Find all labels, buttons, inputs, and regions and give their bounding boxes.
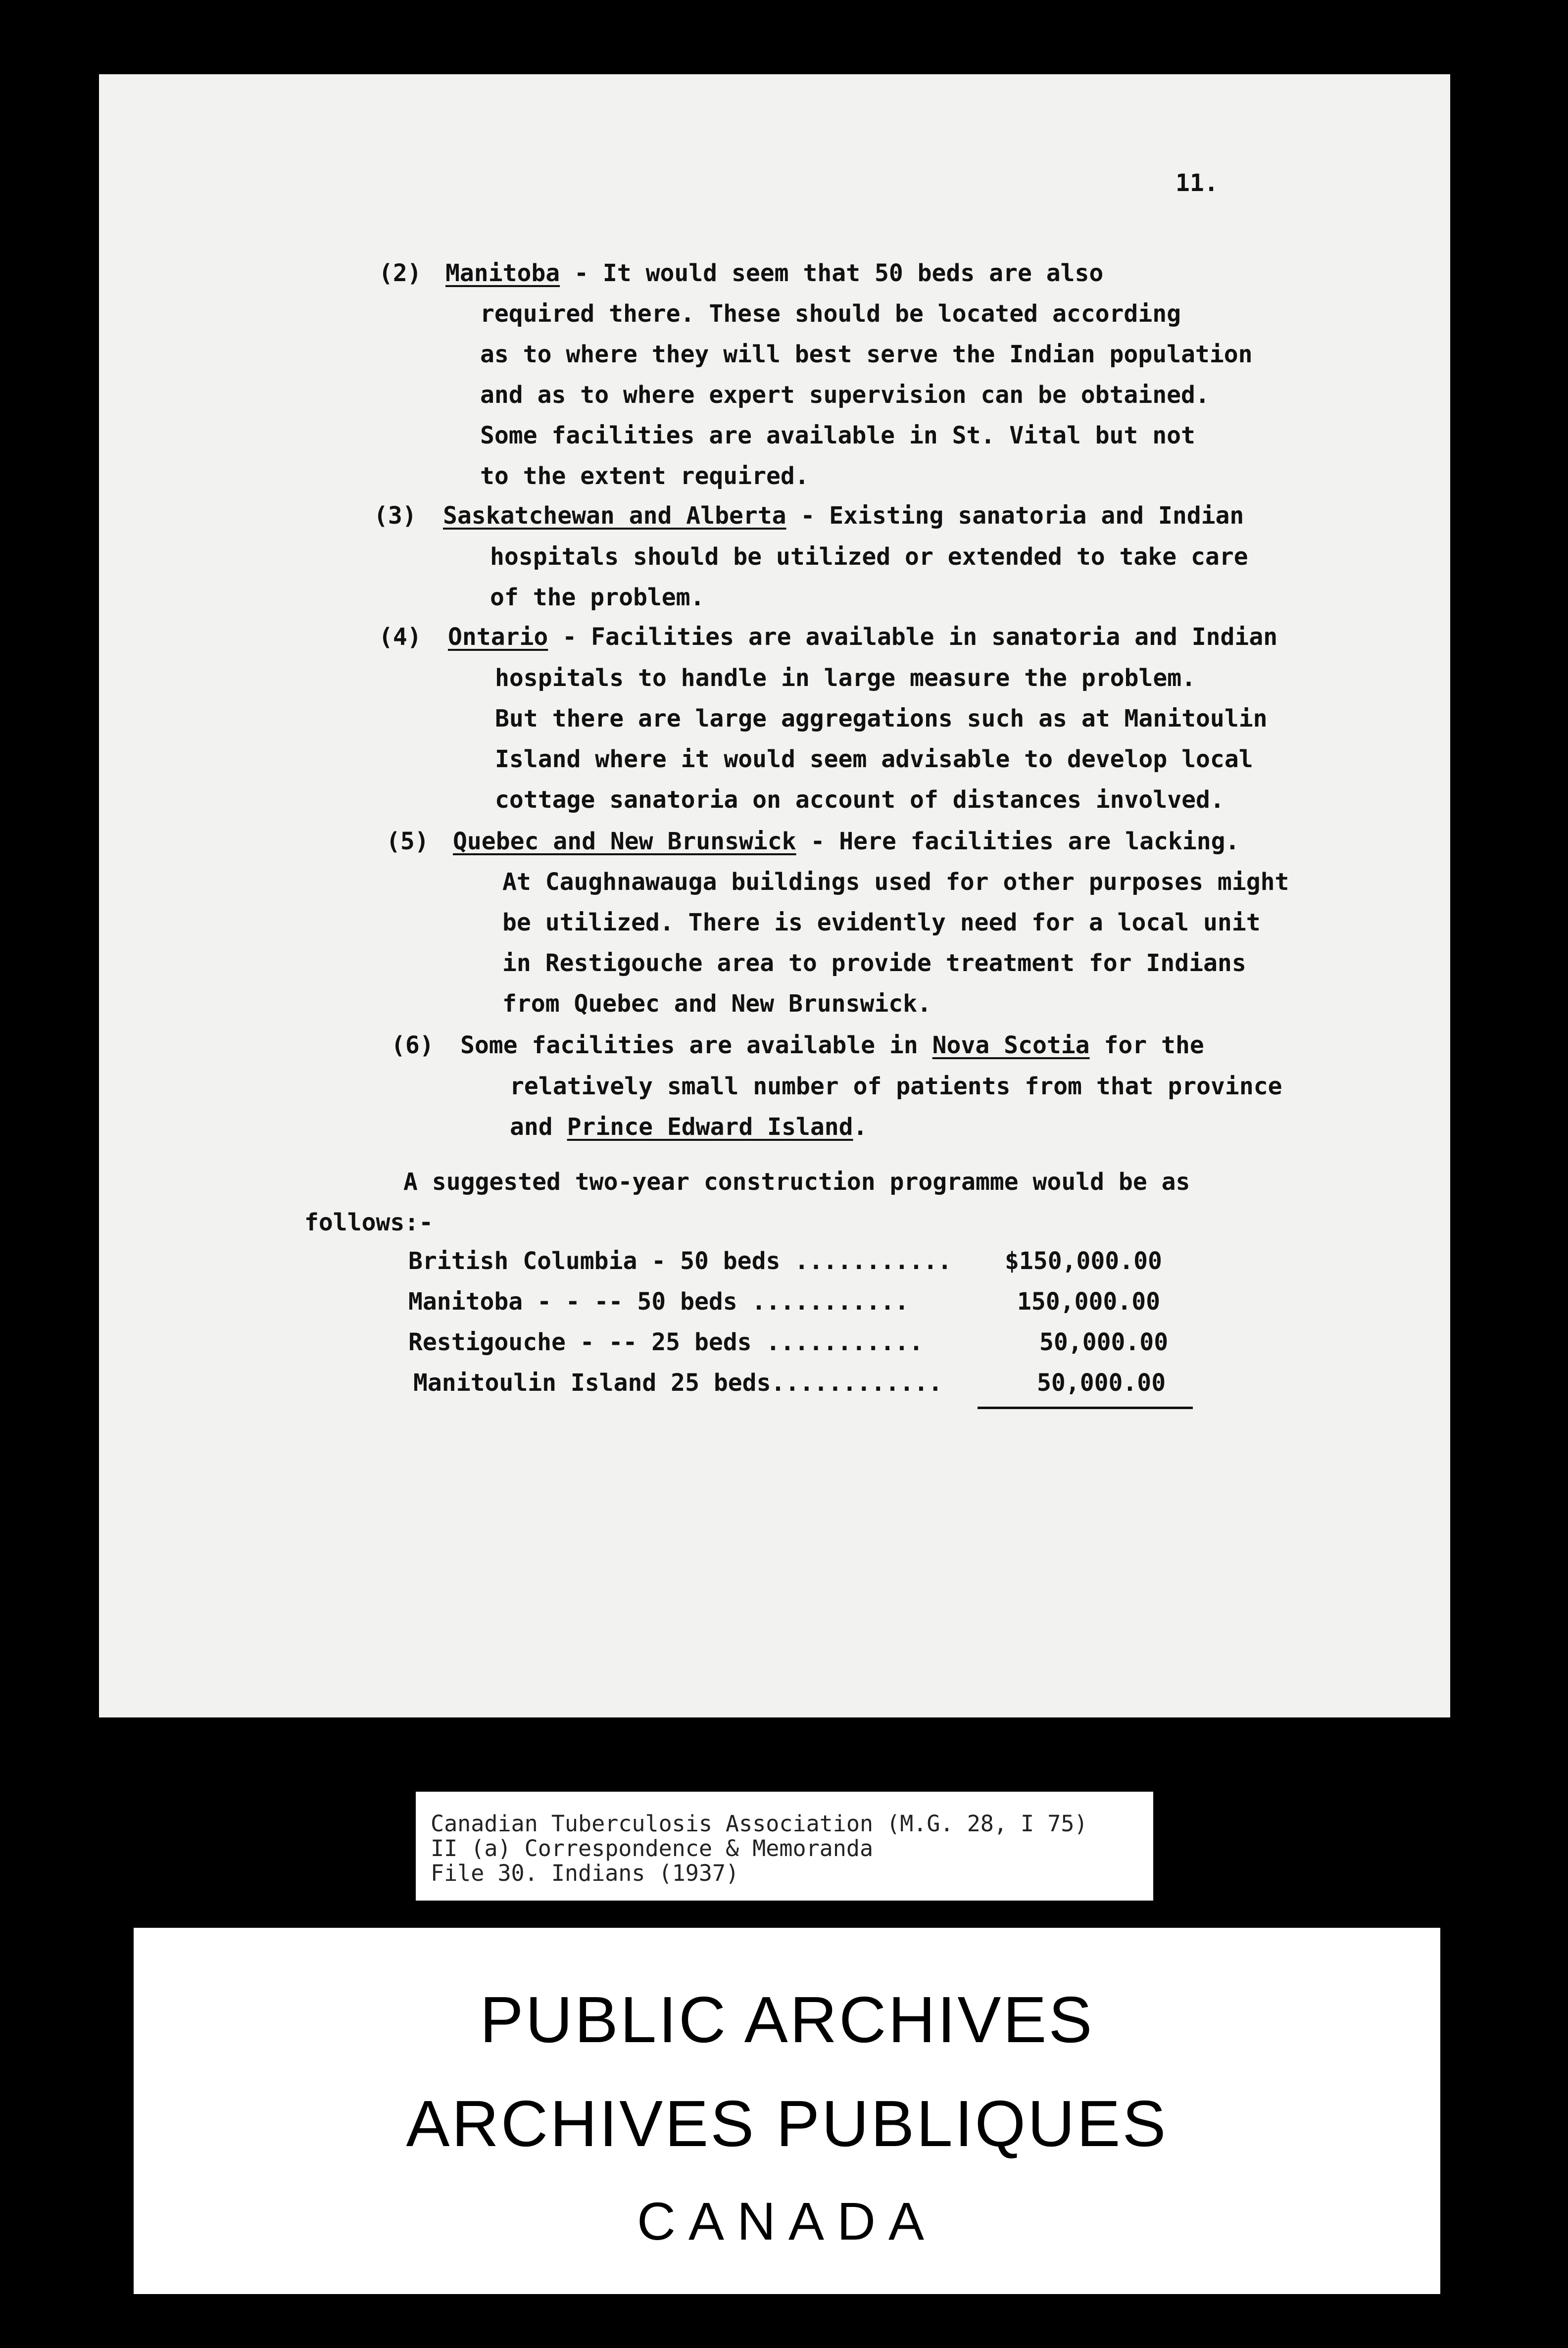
programme-row-item: Manitoba - - -- 50 beds ........... bbox=[408, 1288, 909, 1316]
stamp-line-3: CANADA bbox=[637, 2191, 937, 2251]
label-line-1: Canadian Tuberculosis Association (M.G. 28, I 75) bbox=[431, 1810, 1088, 1837]
item-5-line: in Restigouche area to provide treatment for Indians bbox=[502, 949, 1246, 977]
programme-intro: A suggested two-year construction programme would be as bbox=[403, 1168, 1190, 1196]
programme-row-amount: 150,000.00 bbox=[1017, 1288, 1160, 1316]
programme-row-item: Restigouche - -- 25 beds ........... bbox=[408, 1328, 924, 1356]
item-5-first-text: - Here facilities are lacking. bbox=[796, 828, 1240, 855]
programme-row-amount: 50,000.00 bbox=[1039, 1328, 1169, 1356]
item-6-first-line bbox=[460, 1030, 1204, 1060]
item-4-heading: Ontario bbox=[448, 623, 548, 651]
item-4-line: But there are large aggregations such as at Manitoulin bbox=[495, 705, 1268, 733]
item-2-number: (2) bbox=[379, 259, 422, 287]
item-3-number: (3) bbox=[374, 502, 417, 530]
programme-row-item: British Columbia - 50 beds ........... bbox=[408, 1247, 952, 1275]
item-2-line: Some facilities are available in St. Vital but not bbox=[480, 422, 1195, 449]
item-5-line: be utilized. There is evidently need for a local unit bbox=[502, 909, 1261, 936]
item-5-line: At Caughnawauga buildings used for other purposes might bbox=[502, 868, 1289, 896]
item-6-period: . bbox=[853, 1113, 868, 1141]
public-archives-stamp bbox=[134, 1928, 1440, 2294]
item-4-line: Island where it would seem advisable to develop local bbox=[495, 745, 1253, 773]
item-2-line: and as to where expert supervision can be obtained. bbox=[480, 381, 1210, 409]
item-3-first-line bbox=[443, 501, 1244, 531]
nova-scotia-underlined: Nova Scotia bbox=[932, 1031, 1090, 1059]
item-2-first-text: - It would seem that 50 beds are also bbox=[560, 259, 1104, 287]
item-5-first-line bbox=[453, 827, 1239, 856]
item-6-text: and bbox=[510, 1113, 567, 1141]
item-3-line: of the problem. bbox=[490, 584, 705, 611]
prince-edward-island-underlined: Prince Edward Island bbox=[567, 1113, 853, 1141]
item-5-heading: Quebec and New Brunswick bbox=[453, 828, 796, 855]
item-4-number: (4) bbox=[379, 623, 422, 651]
item-6-number: (6) bbox=[391, 1031, 434, 1059]
item-5-number: (5) bbox=[386, 828, 429, 855]
item-2-line: to the extent required. bbox=[480, 462, 809, 490]
item-2-heading: Manitoba bbox=[445, 259, 560, 287]
archive-reference-label bbox=[416, 1792, 1153, 1901]
item-3-line: hospitals should be utilized or extended to take care bbox=[490, 543, 1248, 571]
stamp-line-1: PUBLIC ARCHIVES bbox=[480, 1983, 1094, 2056]
programme-total: $ 400,000.00 bbox=[992, 1665, 1164, 1693]
item-4-first-text: - Facilities are available in sanatoria and Indian bbox=[548, 623, 1278, 651]
item-2-first-line bbox=[445, 258, 1103, 288]
item-6-text: Some facilities are available in bbox=[460, 1031, 932, 1059]
item-6-text-end: for the bbox=[1089, 1031, 1204, 1059]
item-3-first-text: - Existing sanatoria and Indian bbox=[786, 502, 1244, 530]
item-5-line: from Quebec and New Brunswick. bbox=[502, 990, 931, 1018]
page-number: 11. bbox=[1176, 169, 1219, 197]
programme-row-amount: 50,000.00 bbox=[1037, 1369, 1166, 1397]
item-4-line: hospitals to handle in large measure the problem. bbox=[495, 664, 1196, 692]
document-page bbox=[99, 74, 1450, 1717]
item-4-line: cottage sanatoria on account of distances involved. bbox=[495, 786, 1225, 814]
item-2-line: as to where they will best serve the Indian population bbox=[480, 341, 1253, 368]
item-6-last-line bbox=[510, 1112, 867, 1142]
label-line-2: II (a) Correspondence & Memoranda bbox=[431, 1835, 874, 1861]
item-3-heading: Saskatchewan and Alberta bbox=[443, 502, 786, 530]
label-line-3: File 30. Indians (1937) bbox=[431, 1860, 739, 1886]
programme-intro-follows: follows:- bbox=[304, 1209, 434, 1236]
total-rule bbox=[978, 1407, 1193, 1409]
stamp-line-2: ARCHIVES PUBLIQUES bbox=[406, 2087, 1168, 2160]
item-6-line: relatively small number of patients from that province bbox=[510, 1073, 1282, 1100]
item-2-line: required there. These should be located according bbox=[480, 300, 1181, 328]
programme-row-amount: $150,000.00 bbox=[1005, 1247, 1162, 1275]
programme-row-item: Manitoulin Island 25 beds............ bbox=[413, 1369, 943, 1397]
item-4-first-line bbox=[448, 622, 1277, 652]
